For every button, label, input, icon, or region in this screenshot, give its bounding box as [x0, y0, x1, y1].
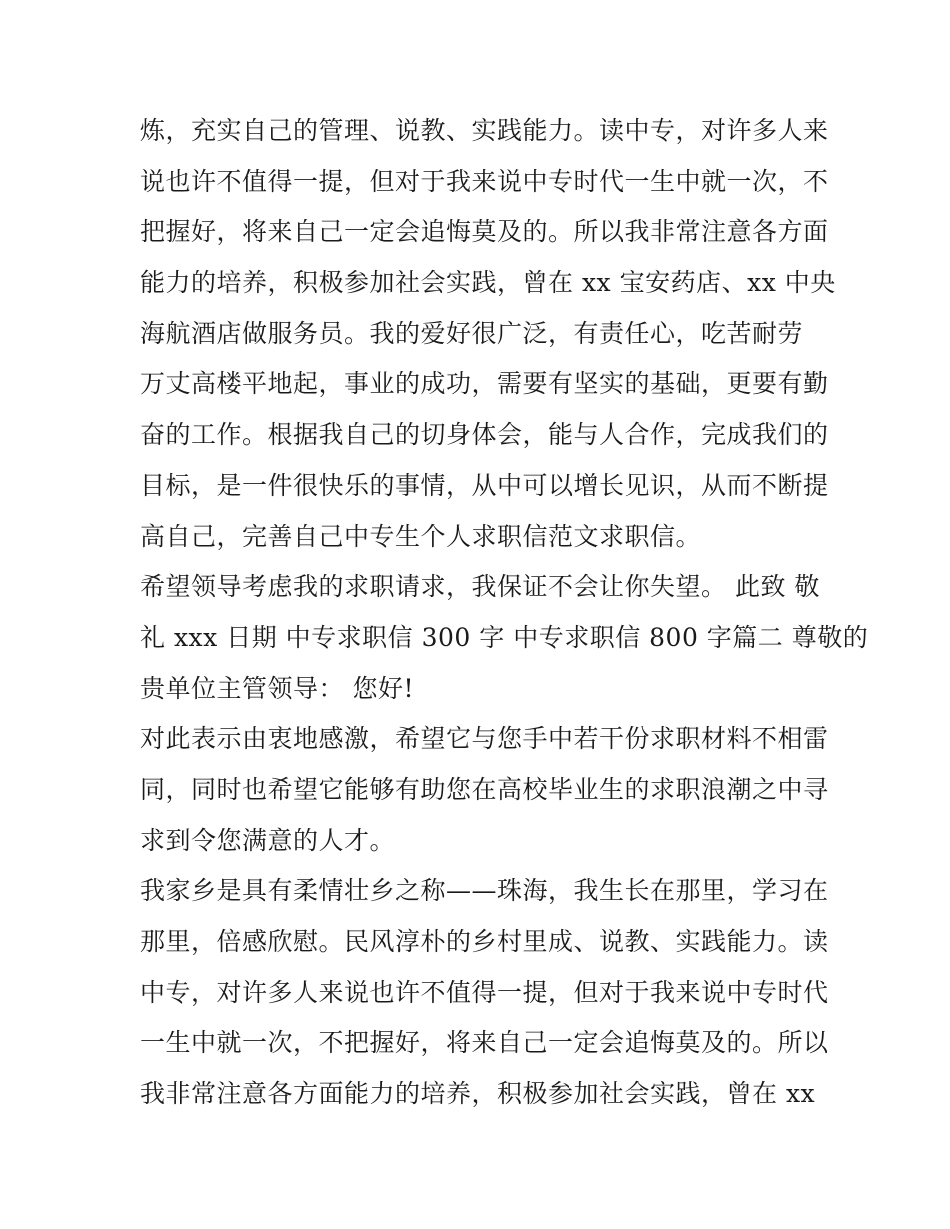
text-line: 希望领导考虑我的求职请求，我保证不会让你失望。 此致 敬 [140, 572, 820, 602]
text-line: 炼，充实自己的管理、说教、实践能力。读中专，对许多人来 [140, 116, 829, 145]
text-line: 能力的培养，积极参加社会实践，曾在 xx 宝安药店、xx 中央 [140, 268, 836, 298]
text-line: 礼 xxx 日期 中专求职信 300 字 中专求职信 800 字篇二 尊敬的 [140, 622, 869, 652]
text-line: 海航酒店做服务员。我的爱好很广泛，有责任心，吃苦耐劳 [140, 318, 804, 348]
text-line: 我家乡是具有柔情壮乡之称——珠海，我生长在那里，学习在 [140, 876, 829, 906]
text-line: 目标，是一件很快乐的事情，从中可以增长见识，从而不断提 [140, 470, 829, 500]
text-line: 我非常注意各方面能力的培养，积极参加社会实践，曾在 xx [140, 1079, 816, 1109]
text-line: 高自己，完善自己中专生个人求职信范文求职信。 [140, 521, 702, 551]
text-line: 贵单位主管领导： 您好! [140, 673, 414, 703]
text-line: 把握好，将来自己一定会追悔莫及的。所以我非常注意各方面 [140, 217, 829, 247]
text-line: 说也许不值得一提，但对于我来说中专时代一生中就一次，不 [140, 166, 829, 196]
text-line: 同，同时也希望它能够有助您在高校毕业生的求职浪潮之中寻 [140, 774, 829, 804]
text-line: 那里，倍感欣慰。民风淳朴的乡村里成、说教、实践能力。读 [140, 927, 829, 956]
text-line: 中专，对许多人来说也许不值得一提，但对于我来说中专时代 [140, 977, 829, 1007]
text-line: 对此表示由衷地感激，希望它与您手中若干份求职材料不相雷 [140, 724, 829, 754]
text-line: 万丈高楼平地起，事业的成功，需要有坚实的基础，更要有勤 [140, 369, 829, 399]
text-line: 一生中就一次，不把握好，将来自己一定会追悔莫及的。所以 [140, 1028, 829, 1058]
text-line: 求到令您满意的人才。 [140, 825, 396, 855]
body-text [140, 106, 869, 1120]
text-line: 奋的工作。根据我自己的切身体会，能与人合作，完成我们的 [140, 420, 829, 450]
